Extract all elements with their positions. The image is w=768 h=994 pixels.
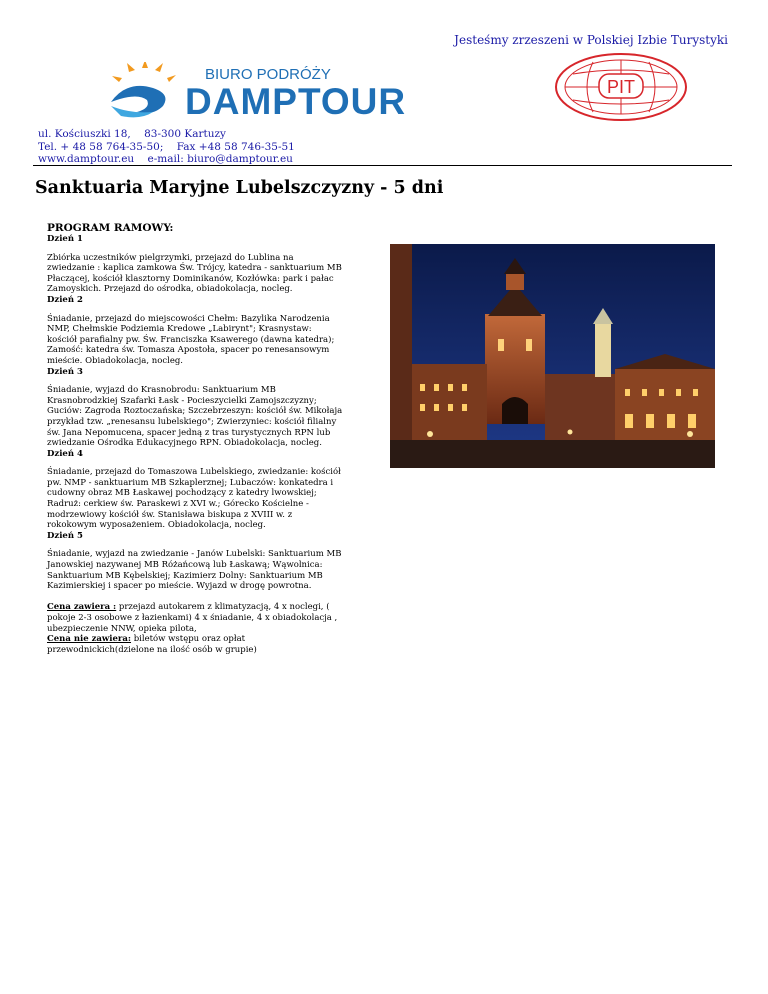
price-excludes-label: Cena nie zawiera: [47,634,132,645]
pit-membership-tagline: Jesteśmy zrzeszeni w Polskiej Izbie Turystyki [454,33,728,47]
logo-subtitle: BIURO PODRÓŻY [205,66,331,83]
day-3-text: Śniadanie, wyjazd do Krasnobrodu: Sanktuarium MB Krasnobrodzkiej Szafarki Łask - Pocieszycielki Zamojszczyzny; Guciów: Zagroda Roztoczańska; Szczebrzeszyn: kościół św. Mikołaja przykład tzw. „renesansu lubelskiego"; Zwierzyniec: kościół filialny św. Jana Nepomucena, spacer jedną z tras turystycznych RPN lub zwiedzanie Ośrodka Edukacyjnego RPN. Obiadokolacja, nocleg. [47,385,343,449]
pit-badge-text: PIT [606,77,636,97]
damptour-logo [107,62,437,122]
price-includes-label: Cena zawiera : [47,602,117,613]
lublin-night-photo [390,244,715,468]
price-includes [47,602,343,655]
day-3-label: Dzień 3 [47,366,83,377]
day-2-label: Dzień 2 [47,294,83,305]
contact-block [38,128,295,166]
price-excludes-text: biletów wstępu oraz opłat przewodnickich(dzielone na ilość osób w grupie) [47,634,257,655]
contact-address: ul. Kościuszki 18, 83-300 Kartuzy [38,128,226,140]
program-content [47,222,343,666]
contact-web-email[interactable]: www.damptour.eu e-mail: biuro@damptour.eu [38,153,293,165]
day-5-label: Dzień 5 [47,530,83,541]
header-divider [33,165,732,166]
day-5-text: Śniadanie, wyjazd na zwiedzanie - Janów Lubelski: Sanktuarium MB Janowskiej nazywanej MB Różańcową lub Łaskawą; Wąwolnica: Sanktuarium MB Kębelskiej; Kazimierz Dolny: Sanktuarium MB Kazimierskiej i spacer po mieście. Wyjazd w drogę powrotna. [47,549,342,592]
day-4-label: Dzień 4 [47,448,83,459]
day-1-label: Dzień 1 [47,234,83,244]
page-title: Sanktuaria Maryjne Lubelszczyzny - 5 dni [35,178,444,198]
program-heading: PROGRAM RAMOWY: [47,222,174,234]
day-4-text: Śniadanie, przejazd do Tomaszowa Lubelskiego, zwiedzanie: kościół pw. NMP - sanktuarium MB Szkaplerznej; Lubaczów: konkatedra i cudowny obraz MB Łaskawej pochodzący z katedry lwowskiej; Radruż: cerkiew św. Paraskewi z XVI w.; Górecko Kościelne - modrzewiowy kościół św. Stanisława biskupa z XVIII w. z rokokowym wyposażeniem. Obiadokolacja, nocleg. [47,467,341,531]
day-1-text: Zbiórka uczestników pielgrzymki, przejazd do Lublina na zwiedzanie : kaplica zamkowa Św. Trójcy, katedra - sanktuarium MB Płaczącej, kościół klasztorny Dominikanów, Kozłówka: park i pałac Zamoyskich. Przejazd do ośrodka, obiadokolacja, nocleg. [47,252,342,295]
price-includes-text: przejazd autokarem z klimatyzacją, 4 x noclegi, ( pokoje 2-3 osobowe z łazienkami) 4 x śniadanie, 4 x obiadokolacja , ubezpieczenie NNW, opieka pilota, [47,602,338,634]
pit-badge-logo [553,52,689,122]
contact-phone-fax: Tel. + 48 58 764-35-50; Fax +48 58 746-35-51 [38,140,295,153]
day-2-text: Śniadanie, przejazd do miejscowości Chełm: Bazylika Narodzenia NMP, Chełmskie Podziemia Kredowe „Labirynt"; Krasnystaw: kościół parafialny pw. Św. Franciszka Ksawerego (dawna katedra); Zamość: katedra św. Tomasza Apostoła, spacer po renesansowym mieście. Obiadokolacja, nocleg. [47,313,335,366]
logo-wordmark: DAMPTOUR [185,81,407,122]
